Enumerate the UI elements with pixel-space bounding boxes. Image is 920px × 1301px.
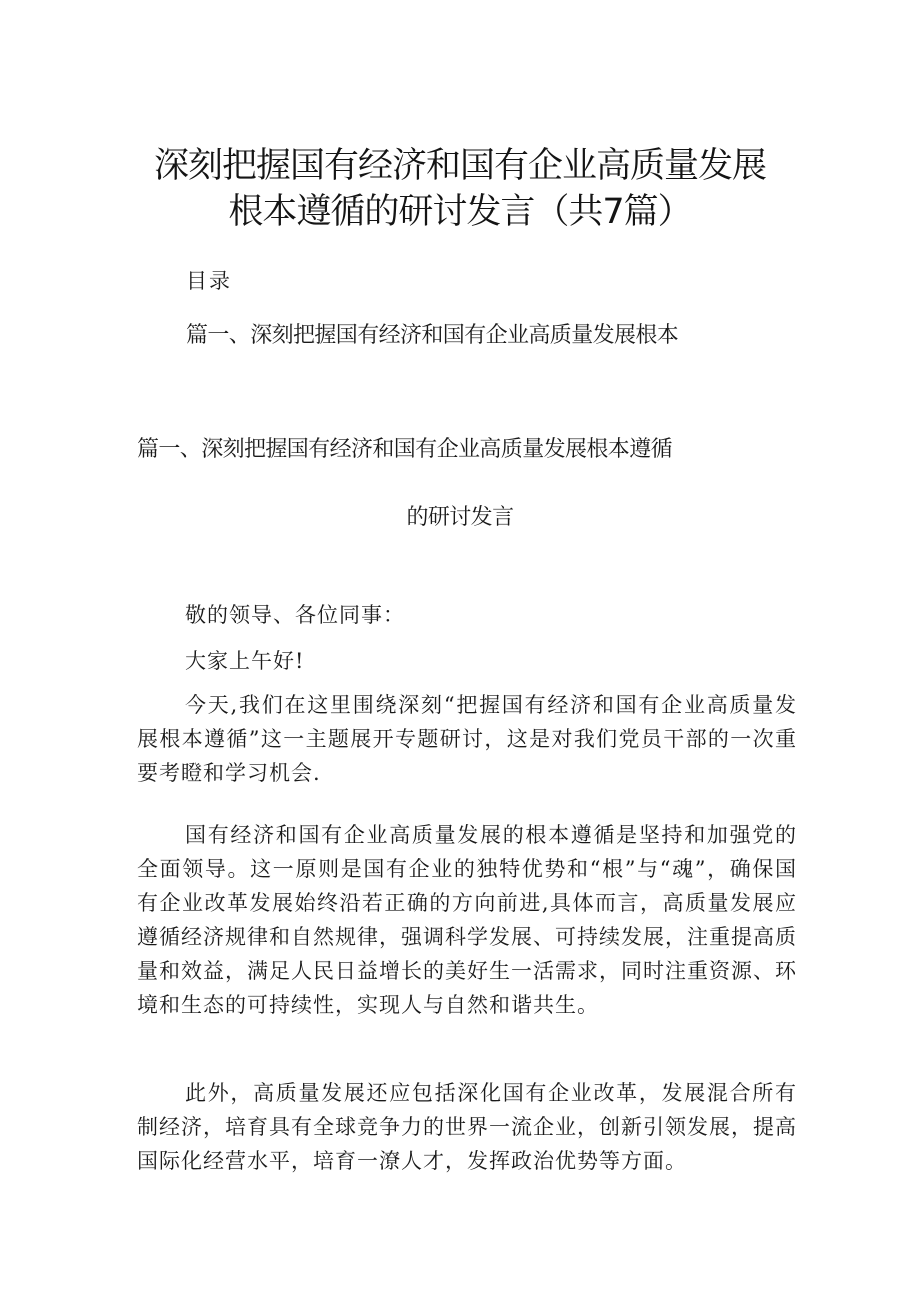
body-paragraph-1 [137, 688, 797, 790]
body-paragraph-3 [137, 1076, 797, 1178]
greeting [137, 644, 797, 678]
salutation [137, 598, 797, 632]
section-heading-line-2: 的研讨发言 [406, 505, 514, 530]
section-heading-line-1: 篇一、深刻把握国有经济和国有企业高质量发展根本遵循 [137, 437, 673, 462]
greeting-text: 大家上午好! [185, 649, 305, 673]
document-title-line-2: 根本遵循的研讨发言（共7篇） [228, 192, 692, 232]
paragraph-text: 此外，高质量发展还应包括深化国有企业改革，发展混合所有制经济，培育具有全球竞争力的世界一流企业，创新引领发展，提高国际化经营水平，培育一潦人才，发挥政治优势等方面。 [137, 1081, 797, 1173]
toc-label: 目录 [186, 269, 232, 293]
salutation-text: 敬的领导、各位同事： [185, 603, 405, 627]
paragraph-text: 国有经济和国有企业高质量发展的根本遵循是坚持和加强党的全面领导。这一原则是国有企业的独特优势和“根”与“魂”，确保国有企业改革发展始终沿若正确的方向前进,具体而言，高质量发展应遵循经济规律和自然规律，强调科学发展、可持续发展，注重提高质量和效益，满足人民日益增长的美好生一活需求，同时注重资源、环境和生态的可持续性，实现人与自然和谐共生。 [137, 823, 797, 1017]
toc-entry[interactable]: 篇一、深刻把握国有经济和国有企业高质量发展根本 [186, 323, 679, 348]
document-title-line-1: 深刻把握国有经济和国有企业高质量发展 [153, 146, 766, 186]
body-paragraph-2 [137, 818, 797, 1022]
paragraph-text: 今天,我们在这里围绕深刻“把握国有经济和国有企业高质量发展根本遵循”这一主题展开专题研讨，这是对我们党员干部的一次重要考瞪和学习机会. [137, 693, 797, 785]
